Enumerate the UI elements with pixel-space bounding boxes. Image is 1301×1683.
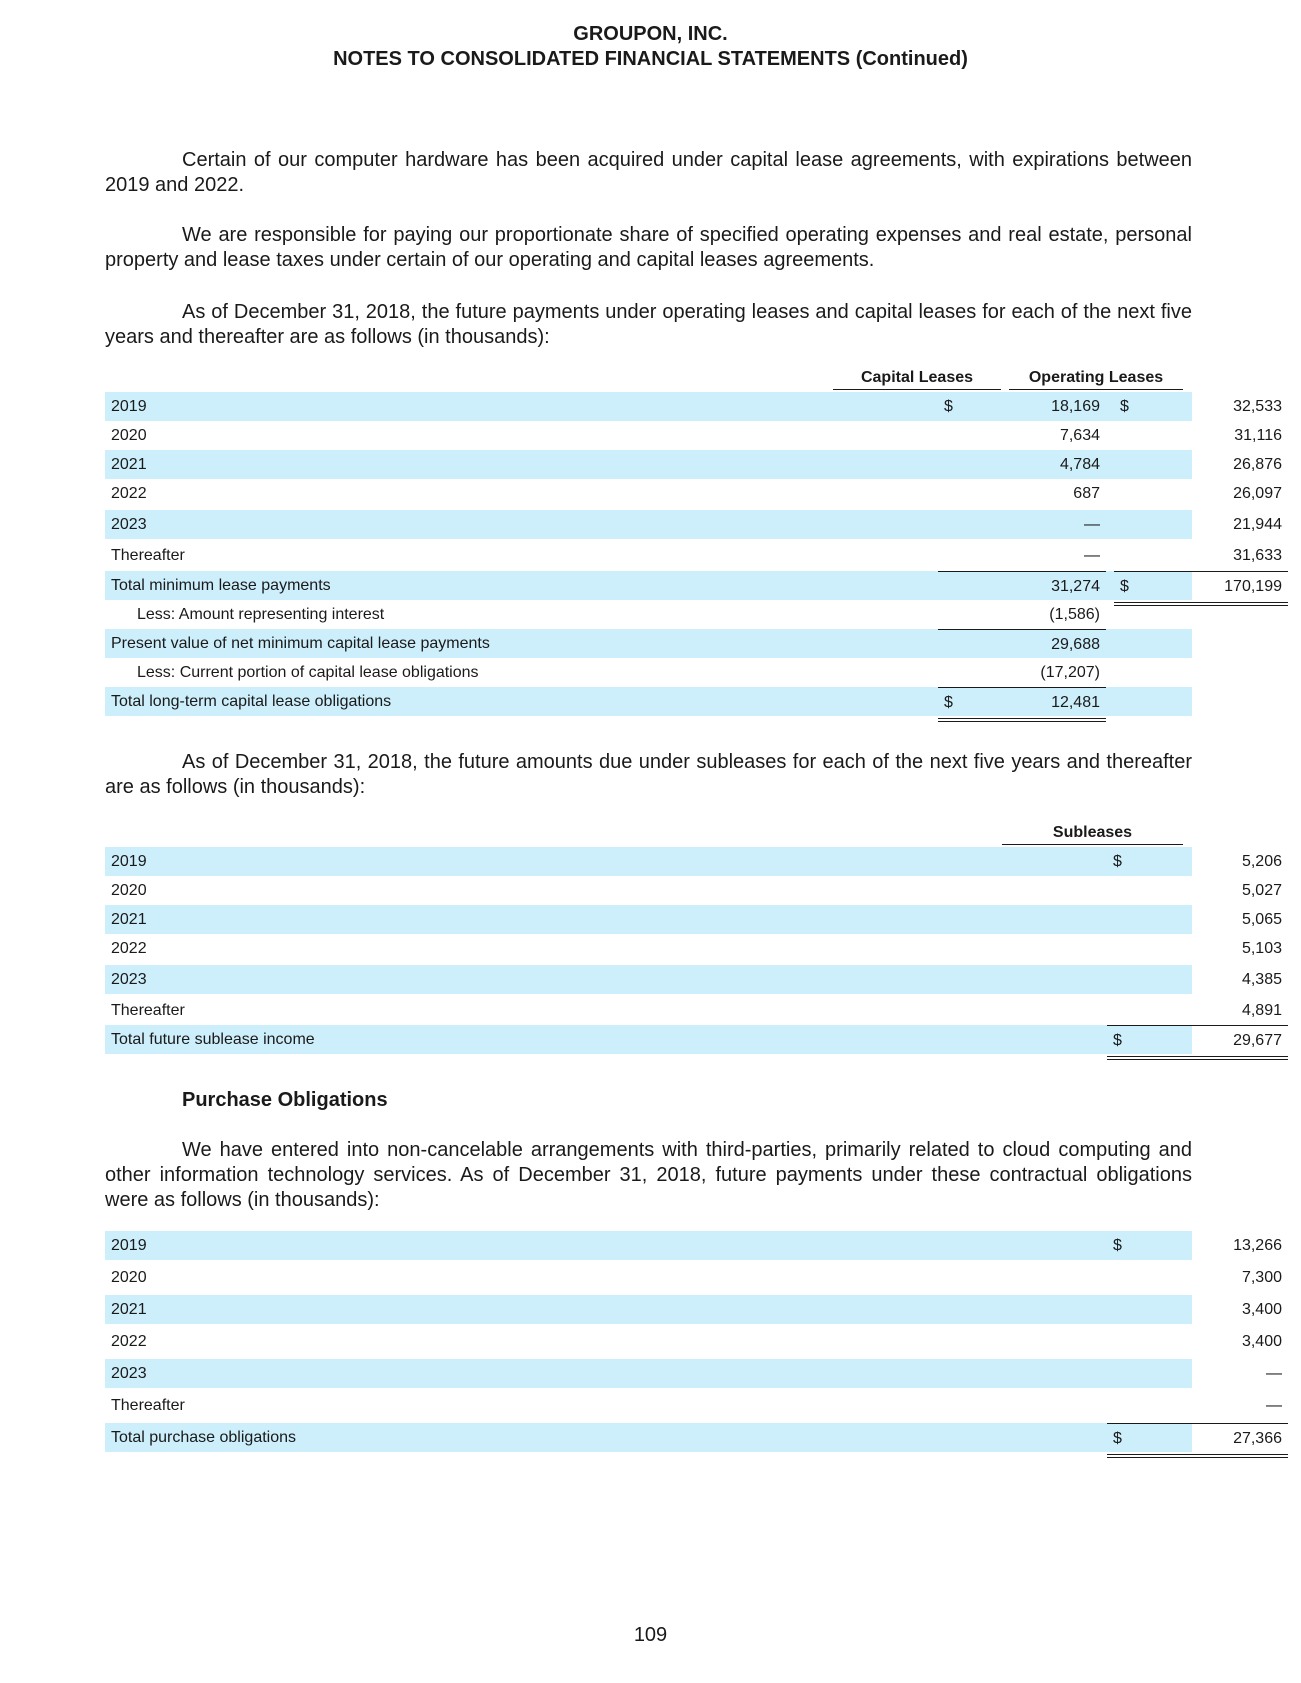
operating-value: 26,097	[1233, 485, 1282, 502]
sublease-cell	[1107, 876, 1288, 905]
table-row	[105, 600, 1192, 629]
column-header-capital-leases: Capital Leases	[833, 367, 1001, 390]
operating-value: 31,116	[1234, 427, 1282, 444]
capital-cell	[938, 541, 1106, 570]
row-label: 2023	[111, 971, 147, 988]
purchase-value: 7,300	[1241, 1269, 1282, 1286]
dollar-sign: $	[944, 398, 953, 415]
table-row	[105, 1231, 1282, 1260]
row-label: 2023	[111, 1365, 147, 1382]
row-label: 2022	[111, 485, 147, 502]
purchase-value: —	[1266, 1365, 1282, 1382]
purchase-value: 13,266	[1233, 1237, 1282, 1254]
capital-cell	[938, 658, 1106, 687]
sublease-cell	[1107, 934, 1288, 963]
paragraph-subleases: As of December 31, 2018, the future amounts due under subleases for each of the next five years and thereafter are as follows (in thousands):	[105, 751, 1192, 798]
row-label: 2023	[111, 516, 147, 533]
operating-value: 21,944	[1233, 516, 1282, 533]
operating-cell	[1114, 421, 1288, 450]
table-row	[105, 996, 1282, 1025]
purchase-value: —	[1266, 1397, 1282, 1414]
purchase-value: 3,400	[1241, 1333, 1282, 1350]
dollar-sign: $	[944, 694, 953, 711]
capital-value: 4,784	[1059, 456, 1100, 473]
row-label: Total purchase obligations	[111, 1429, 297, 1446]
purchase-value: 3,400	[1241, 1301, 1282, 1318]
paragraph-future-lease-payments: As of December 31, 2018, the future payments under operating leases and capital leases for each of the next five years and thereafter are as follows (in thousands):	[105, 301, 1192, 348]
operating-value: 32,533	[1233, 398, 1282, 415]
table-row	[105, 510, 1282, 539]
table-row	[105, 479, 1282, 508]
row-label: Thereafter	[111, 1002, 185, 1019]
dollar-sign: $	[1113, 1237, 1122, 1254]
row-label: Total future sublease income	[111, 1031, 315, 1048]
sublease-value: 4,891	[1241, 1002, 1282, 1019]
row-label: Less: Current portion of capital lease obligations	[137, 664, 479, 681]
table-row-total	[105, 571, 1282, 600]
row-label: Less: Amount representing interest	[137, 606, 385, 623]
sublease-value: 5,065	[1241, 911, 1282, 928]
table-row	[105, 1295, 1282, 1324]
dollar-sign: $	[1120, 578, 1129, 595]
row-label: 2022	[111, 940, 147, 957]
capital-value: (17,207)	[1040, 664, 1100, 681]
table-row	[105, 658, 1192, 687]
table-row	[105, 1263, 1282, 1292]
operating-value: 170,199	[1224, 578, 1282, 595]
sublease-value: 29,677	[1233, 1032, 1282, 1049]
row-label: 2019	[111, 398, 147, 415]
operating-cell	[1114, 450, 1288, 479]
sublease-value: 4,385	[1241, 971, 1282, 988]
row-label: Total minimum lease payments	[111, 577, 331, 594]
dollar-sign: $	[1113, 1430, 1122, 1447]
capital-cell	[938, 571, 1106, 601]
column-header-operating-leases: Operating Leases	[1009, 367, 1183, 390]
table-row	[105, 450, 1282, 479]
operating-value: 26,876	[1233, 456, 1282, 473]
page-title: NOTES TO CONSOLIDATED FINANCIAL STATEMENTS (Continued)	[333, 48, 968, 70]
row-label: 2021	[111, 1301, 147, 1318]
row-label: 2020	[111, 427, 147, 444]
capital-cell	[938, 479, 1106, 508]
table-row	[105, 1359, 1282, 1388]
paragraph-operating-expenses: We are responsible for paying our proportionate share of specified operating expenses and real estate, personal property and lease taxes under certain of our operating and capital leases agreements.	[105, 224, 1192, 271]
paragraph-purchase-obligations: We have entered into non-cancelable arrangements with third-parties, primarily related to cloud computing and other information technology services. As of December 31, 2018, future payments under these contractual obligations were as follows (in thousands):	[105, 1139, 1192, 1211]
column-header-subleases: Subleases	[1002, 822, 1183, 845]
sublease-cell	[1107, 965, 1288, 994]
purchase-cell	[1107, 1327, 1288, 1356]
sublease-cell	[1107, 1025, 1288, 1055]
row-label: 2019	[111, 1237, 147, 1254]
capital-value: (1,586)	[1049, 606, 1100, 623]
purchase-cell	[1107, 1391, 1288, 1420]
table-row	[105, 421, 1282, 450]
sublease-value: 5,027	[1241, 882, 1282, 899]
table-row	[105, 541, 1282, 570]
row-label: Total long-term capital lease obligations	[111, 693, 392, 710]
capital-cell	[938, 450, 1106, 479]
capital-value: 687	[1073, 485, 1100, 502]
purchase-cell	[1107, 1423, 1288, 1453]
sublease-cell	[1107, 905, 1288, 934]
capital-value: —	[1084, 516, 1100, 533]
sublease-value: 5,206	[1241, 853, 1282, 870]
table-row	[105, 1391, 1282, 1420]
sublease-value: 5,103	[1241, 940, 1282, 957]
table-row	[105, 392, 1282, 421]
capital-value: 18,169	[1051, 398, 1100, 415]
purchase-value: 27,366	[1233, 1430, 1282, 1447]
table-row	[105, 876, 1282, 905]
operating-value: 31,633	[1233, 547, 1282, 564]
operating-cell	[1114, 571, 1288, 601]
purchase-cell	[1107, 1263, 1288, 1292]
capital-cell	[938, 687, 1106, 717]
capital-value: 12,481	[1051, 694, 1100, 711]
capital-cell	[938, 392, 1106, 421]
capital-cell	[938, 510, 1106, 539]
paragraph-capital-lease-hardware: Certain of our computer hardware has been acquired under capital lease agreements, with expirations between 2019 and 2022.	[105, 149, 1192, 196]
row-label: 2019	[111, 853, 147, 870]
table-row	[105, 905, 1282, 934]
capital-cell	[938, 600, 1106, 629]
capital-value: 31,274	[1051, 578, 1100, 595]
dollar-sign: $	[1120, 398, 1129, 415]
section-heading-purchase-obligations: Purchase Obligations	[182, 1089, 388, 1111]
page-number: 109	[633, 1624, 668, 1646]
table-row	[105, 847, 1282, 876]
row-label: 2020	[111, 1269, 147, 1286]
table-row	[105, 1327, 1282, 1356]
operating-cell	[1114, 510, 1288, 539]
dollar-sign: $	[1113, 1032, 1122, 1049]
sublease-cell	[1107, 996, 1288, 1025]
purchase-cell	[1107, 1359, 1288, 1388]
table-row-total	[105, 1423, 1282, 1452]
table-row	[105, 934, 1282, 963]
purchase-cell	[1107, 1295, 1288, 1324]
sublease-cell	[1107, 847, 1288, 876]
purchase-cell	[1107, 1231, 1288, 1260]
operating-cell	[1114, 392, 1288, 421]
capital-cell	[938, 421, 1106, 450]
operating-cell	[1114, 541, 1288, 570]
table-row-total	[105, 1025, 1282, 1054]
row-label: 2022	[111, 1333, 147, 1350]
table-row-total	[105, 687, 1192, 716]
capital-value: 7,634	[1059, 427, 1100, 444]
row-label: Present value of net minimum capital lease payments	[111, 635, 490, 652]
operating-cell	[1114, 479, 1288, 508]
capital-value: 29,688	[1051, 636, 1100, 653]
row-label: 2021	[111, 456, 147, 473]
row-label: 2020	[111, 882, 147, 899]
row-label: 2021	[111, 911, 147, 928]
company-name: GROUPON, INC.	[573, 23, 728, 45]
table-row	[105, 629, 1192, 658]
capital-value: —	[1084, 547, 1100, 564]
dollar-sign: $	[1113, 853, 1122, 870]
row-label: Thereafter	[111, 547, 185, 564]
table-row	[105, 965, 1282, 994]
row-label: Thereafter	[111, 1397, 185, 1414]
capital-cell	[938, 629, 1106, 659]
